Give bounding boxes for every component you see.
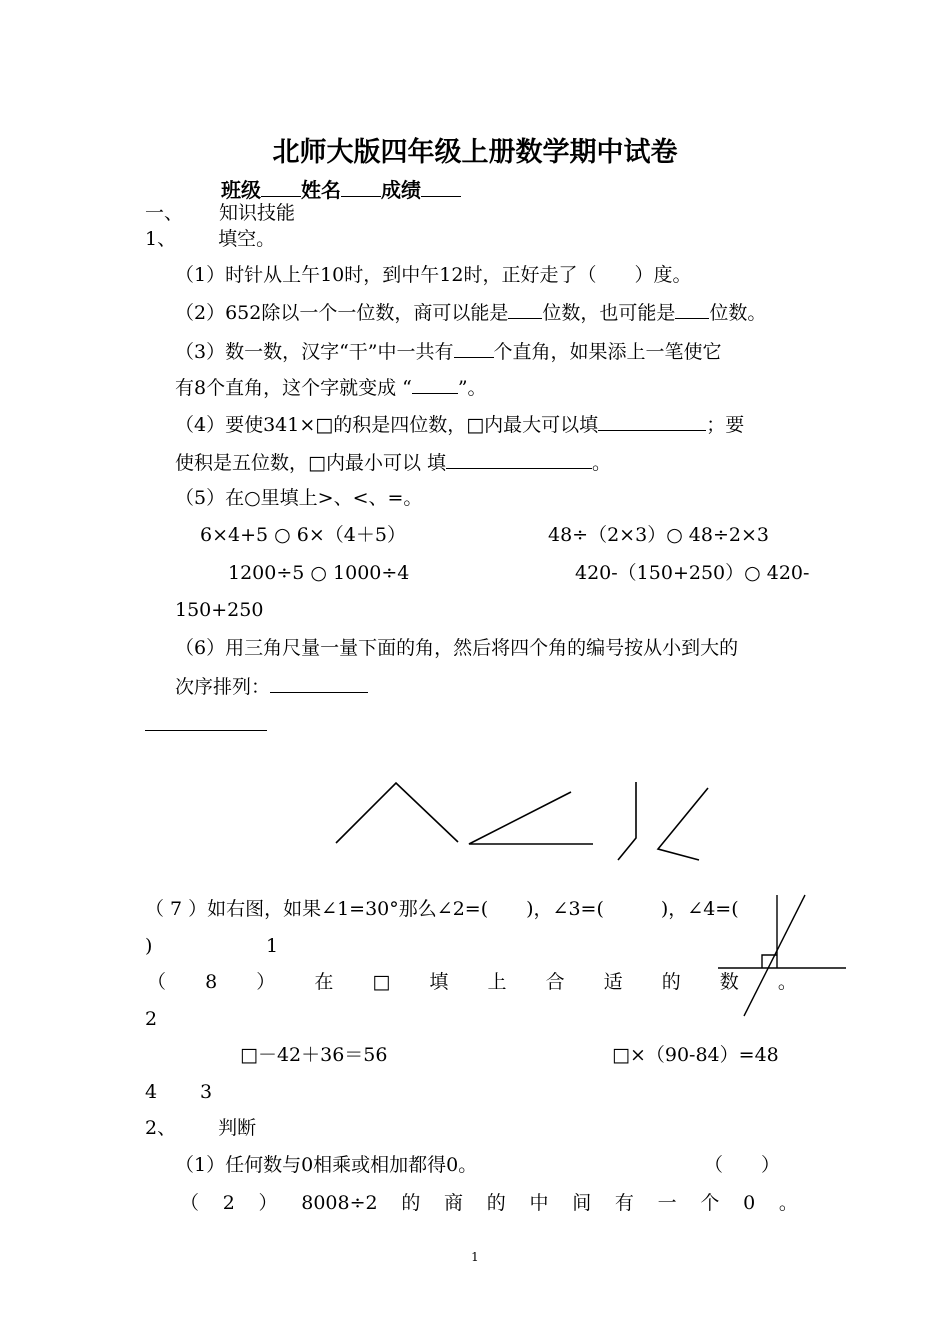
item-3-text: 有8个直角，这个字就变成 “: [175, 377, 412, 399]
judge-2-char: 一: [657, 1192, 677, 1214]
equation-1: □－42＋36＝56: [240, 1044, 388, 1066]
compare-1: 6×4+5 ○ 6×（4＋5）: [200, 524, 406, 546]
judge-2-char: 有: [614, 1192, 634, 1214]
item-8: [147, 969, 797, 995]
item-2-text: 位数。: [709, 302, 767, 324]
judge-2-char: ）: [258, 1192, 278, 1214]
judge-2-char: 8008÷2: [301, 1192, 378, 1214]
angle-4: [658, 788, 708, 860]
item-8-char: 合: [545, 971, 565, 993]
item-7: （ 7 ）如右图，如果∠1=30°那么∠2=( )，∠3=( )，∠4=(: [145, 898, 739, 920]
judge-2-char: （: [180, 1192, 200, 1214]
judge-2-char: 个: [700, 1192, 720, 1214]
figure-label-4: 4: [145, 1081, 158, 1103]
item-8-char: □: [372, 971, 391, 993]
item-8-char: ）: [256, 971, 276, 993]
item-3-text: （3）数一数，汉字“干”中一共有: [175, 341, 454, 363]
judge-2-char: 的: [486, 1192, 506, 1214]
item-4-text: ；要: [706, 414, 745, 436]
item-4-text: 使积是五位数，□内最小可以 填: [175, 452, 446, 474]
item-3-text: ”。: [457, 377, 487, 399]
item-8-char: 数: [719, 971, 739, 993]
angle-2: [469, 792, 593, 844]
item-4-text: 。: [592, 452, 612, 474]
item-5: （5）在○里填上>、<、=。: [175, 487, 423, 509]
judge-1-answer[interactable]: （ ）: [704, 1154, 781, 1176]
judge-2-char: 商: [444, 1192, 464, 1214]
question-label: 判断: [218, 1117, 257, 1139]
compare-4: 420-（150+250）○ 420-: [575, 562, 810, 584]
item-7-cont: ): [145, 935, 153, 957]
judge-2-char: 中: [529, 1192, 549, 1214]
figure-label-2: 2: [145, 1008, 158, 1030]
judge-2-char: 间: [572, 1192, 592, 1214]
class-label: 班级: [221, 178, 261, 202]
item-8-char: 适: [603, 971, 623, 993]
judge-2: [180, 1190, 798, 1216]
compare-3: 1200÷5 ○ 1000÷4: [228, 562, 410, 584]
item-2-text: 位数，也可能是: [542, 302, 676, 324]
item-8-char: 在: [314, 971, 334, 993]
item-8-char: 。: [777, 971, 797, 993]
page-number: 1: [471, 1250, 479, 1264]
item-1: （1）时针从上午10时，到中午12时，正好走了（ ）度。: [175, 264, 692, 286]
angle-3: [618, 782, 636, 860]
judge-2-char: 2: [222, 1192, 235, 1214]
question-heading-judge: [145, 1115, 256, 1141]
item-6-text: 次序排列：: [175, 676, 271, 698]
section-label: 知识技能: [219, 202, 296, 224]
judge-2-char: 的: [401, 1192, 421, 1214]
item-8-char: 上: [487, 971, 507, 993]
judge-2-char: 。: [778, 1192, 798, 1214]
equation-2: □×（90-84）=48: [612, 1044, 779, 1066]
page-title: 北师大版四年级上册数学期中试卷: [272, 137, 678, 168]
item-4-text: （4）要使341×□的积是四位数，□内最大可以填: [175, 414, 599, 436]
figure-label-1: 1: [266, 935, 279, 957]
figure-label-3: 3: [200, 1081, 213, 1103]
judge-2-char: 0: [743, 1192, 756, 1214]
question-number: 2、: [145, 1117, 177, 1139]
question-number: 1、: [145, 228, 177, 250]
item-6: （6）用三角尺量一量下面的角，然后将四个角的编号按从小到大的: [175, 637, 739, 659]
item-3-text: 个直角，如果添上一笔使它: [493, 341, 722, 363]
compare-2: 48÷（2×3）○ 48÷2×3: [548, 524, 770, 546]
score-label: 成绩: [381, 178, 421, 202]
section-number: 一、: [145, 202, 184, 224]
item-8-char: 的: [661, 971, 681, 993]
item-8-char: （: [147, 971, 167, 993]
angle-1: [336, 783, 458, 843]
item-2-text: （2）652除以一个一位数，商可以能是: [175, 302, 509, 324]
item-8-char: 8: [205, 971, 218, 993]
item-8-char: 填: [429, 971, 449, 993]
question-label: 填空。: [218, 228, 276, 250]
judge-1: （1）任何数与0相乘或相加都得0。: [175, 1154, 478, 1176]
name-label: 姓名: [301, 178, 341, 202]
compare-4-cont: 150+250: [175, 599, 264, 621]
